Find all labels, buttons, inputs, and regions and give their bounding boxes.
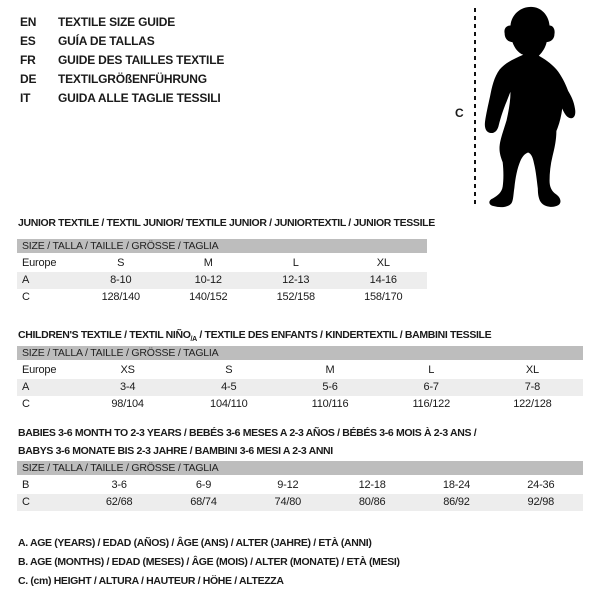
cell: 116/122 <box>412 398 450 410</box>
footnote-b: B. AGE (MONTHS) / EDAD (MESES) / ÂGE (MOIS) / ALTER (MONATE) / ETÀ (MESI) <box>18 556 400 568</box>
footnote-legend <box>18 534 400 591</box>
language-code: EN <box>20 15 37 29</box>
cell: M <box>203 257 213 269</box>
cell: 5-6 <box>322 381 338 393</box>
row-label: C <box>22 496 30 508</box>
children-table-title <box>18 329 491 343</box>
cell: XS <box>120 364 135 376</box>
cell: 24-36 <box>527 479 555 491</box>
cell: S <box>225 364 233 376</box>
table-row <box>17 379 583 396</box>
cell: 68/74 <box>190 496 217 508</box>
language-row-it <box>20 89 224 108</box>
cell: 14-16 <box>369 274 397 286</box>
babies-size-table <box>17 461 583 511</box>
cell: 80/86 <box>358 496 386 508</box>
cell: 4-5 <box>221 381 237 393</box>
table-row <box>17 477 583 494</box>
row-label: C <box>22 291 30 303</box>
children-title-part: CHILDREN'S TEXTILE / TEXTIL NIÑO <box>18 329 191 341</box>
language-code: ES <box>20 34 36 48</box>
cell: 10-12 <box>194 274 222 286</box>
language-row-es <box>20 32 224 51</box>
cell: M <box>325 364 335 376</box>
cell: 6-9 <box>195 479 212 491</box>
cell: 122/128 <box>513 398 552 410</box>
row-label: Europe <box>22 364 57 376</box>
babies-title-line2: BABYS 3-6 MONATE BIS 2-3 JAHRE / BAMBINI 3-6 MESI A 2-3 ANNI <box>18 445 333 457</box>
language-title: GUÍA DE TALLAS <box>58 34 155 48</box>
language-code: IT <box>20 91 31 105</box>
row-label: C <box>22 398 30 410</box>
table-row <box>17 494 583 511</box>
language-title: GUIDE DES TAILLES TEXTILE <box>58 53 225 67</box>
cell: S <box>117 257 125 269</box>
cell: 140/152 <box>189 291 228 303</box>
children-title-subscript: /A <box>190 336 197 344</box>
cell: 18-24 <box>442 479 471 491</box>
table-row <box>17 272 427 289</box>
language-code: FR <box>20 53 36 67</box>
children-size-table <box>17 346 583 413</box>
table-row <box>17 255 427 272</box>
junior-table-title: JUNIOR TEXTILE / TEXTIL JUNIOR/ TEXTILE JUNIOR / JUNIORTEXTIL / JUNIOR TESSILE <box>18 217 435 229</box>
cell: 152/158 <box>276 291 315 303</box>
cell: 86/92 <box>443 496 470 508</box>
row-label: B <box>22 479 30 491</box>
height-measure-dashed-line <box>474 8 476 207</box>
language-row-de <box>20 70 224 89</box>
cell: 74/80 <box>274 496 302 508</box>
size-header-bar: SIZE / TALLA / TAILLE / GRÖSSE / TAGLIA <box>17 461 583 475</box>
toddler-silhouette-icon <box>482 3 580 213</box>
cell: 110/116 <box>311 398 349 410</box>
cell: 9-12 <box>277 479 299 491</box>
cell: 128/140 <box>101 291 140 303</box>
cell: 92/98 <box>527 496 555 508</box>
row-label: A <box>22 381 30 393</box>
cell: L <box>292 257 299 269</box>
cell: XL <box>376 257 390 269</box>
language-row-en <box>20 13 224 32</box>
cell: 8-10 <box>110 274 132 286</box>
language-title: GUIDA ALLE TAGLIE TESSILI <box>58 91 221 105</box>
row-label: Europe <box>22 257 57 269</box>
cell: 98/104 <box>111 398 144 410</box>
cell: 6-7 <box>423 381 439 393</box>
height-measure-label: C <box>455 106 464 120</box>
table-row <box>17 396 583 413</box>
cell: 12-18 <box>358 479 386 491</box>
table-row <box>17 362 583 379</box>
cell: 12-13 <box>282 274 310 286</box>
junior-size-table <box>17 239 427 306</box>
row-label: A <box>22 274 30 286</box>
language-code: DE <box>20 72 37 86</box>
children-title-part: / TEXTILE DES ENFANTS / KINDERTEXTIL / BAMBINI TESSILE <box>196 329 492 341</box>
babies-title-line1: BABIES 3-6 MONTH TO 2-3 YEARS / BEBÉS 3-6 MESES A 2-3 AÑOS / BÉBÉS 3-6 MOIS À 2-3 ANS / <box>18 427 477 439</box>
language-title: TEXTILGRÖßENFÜHRUNG <box>58 72 207 86</box>
language-title: TEXTILE SIZE GUIDE <box>58 15 176 29</box>
size-header-bar: SIZE / TALLA / TAILLE / GRÖSSE / TAGLIA <box>17 346 583 360</box>
cell: L <box>428 364 435 376</box>
cell: 62/68 <box>105 496 133 508</box>
cell: 7-8 <box>524 381 541 393</box>
footnote-a: A. AGE (YEARS) / EDAD (AÑOS) / ÂGE (ANS) / ALTER (JAHRE) / ETÀ (ANNI) <box>18 537 372 549</box>
footnote-c: C. (cm) HEIGHT / ALTURA / HAUTEUR / HÖHE / ALTEZZA <box>18 575 284 587</box>
size-header-bar: SIZE / TALLA / TAILLE / GRÖSSE / TAGLIA <box>17 239 427 253</box>
cell: XL <box>525 364 539 376</box>
language-row-fr <box>20 51 224 70</box>
language-title-list <box>20 13 224 108</box>
table-row <box>17 289 427 306</box>
cell: 158/170 <box>364 291 403 303</box>
cell: 104/110 <box>210 398 248 410</box>
cell: 3-6 <box>111 479 127 491</box>
cell: 3-4 <box>119 381 136 393</box>
babies-table-title <box>18 424 476 460</box>
